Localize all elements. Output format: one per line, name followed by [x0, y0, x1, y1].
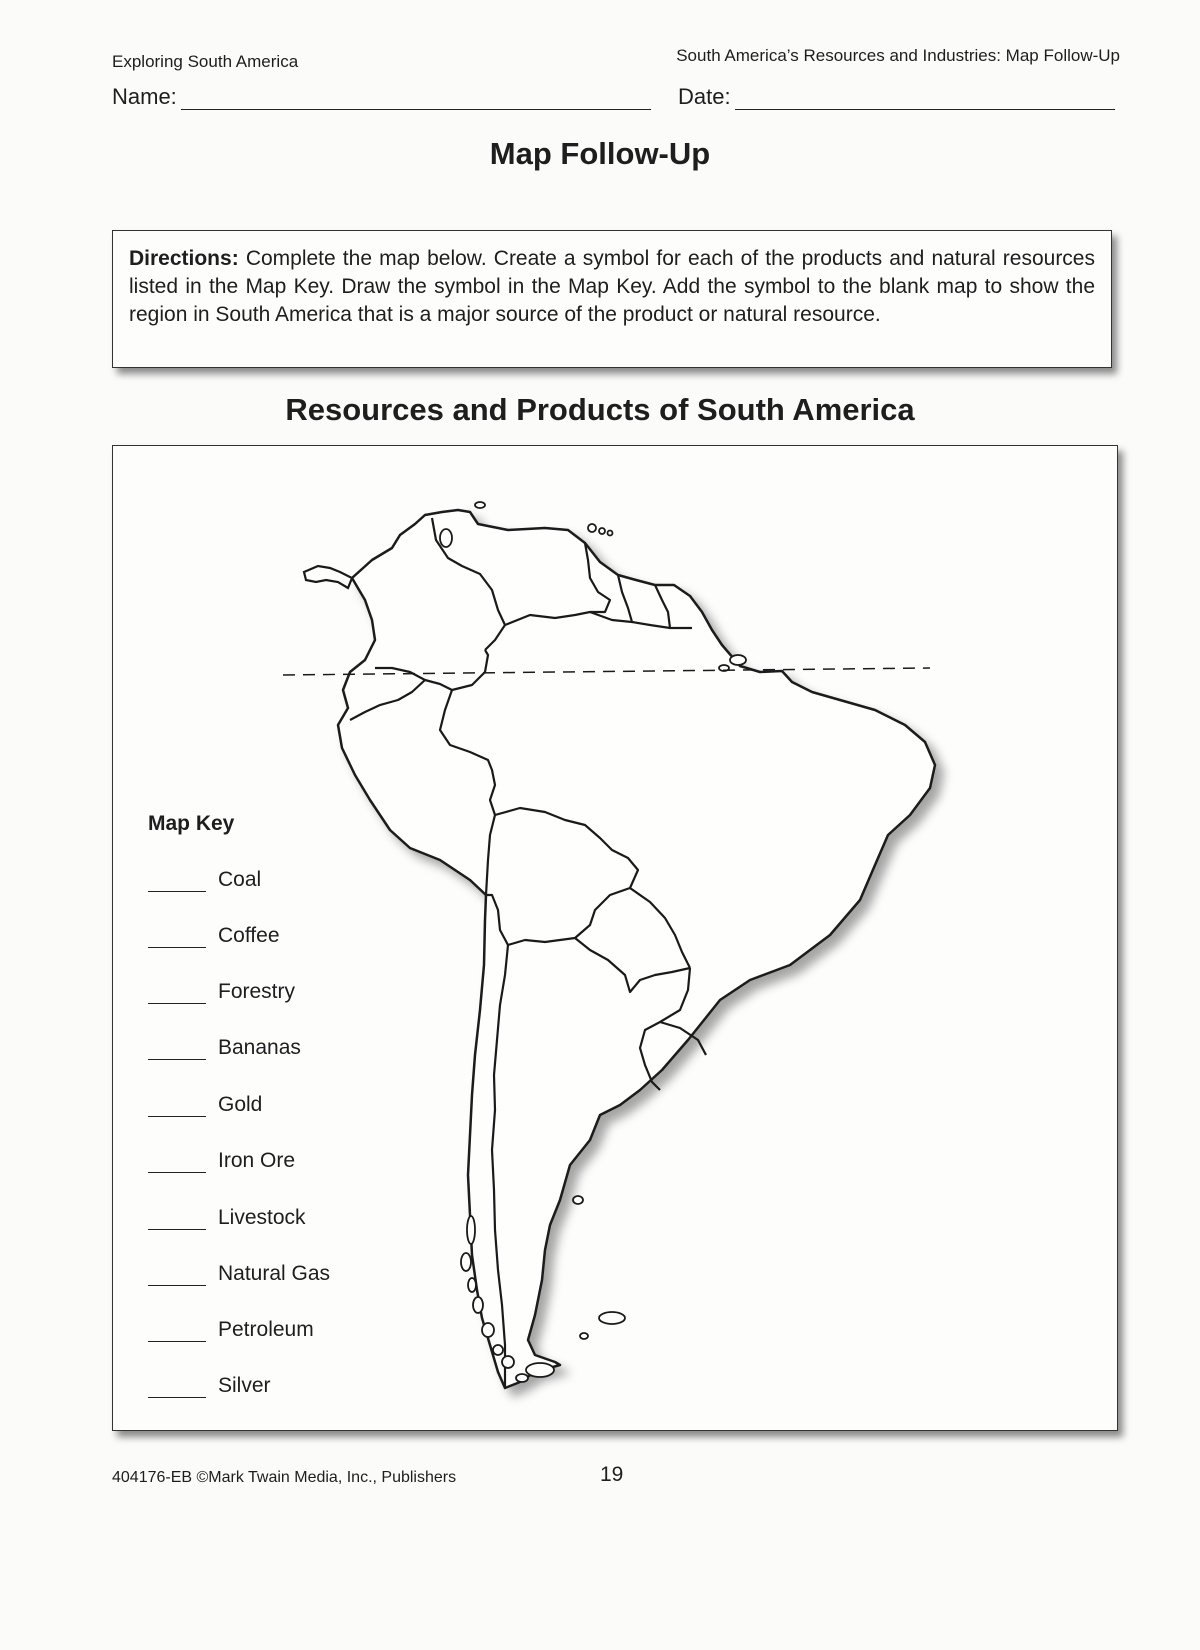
- map-key-item: [148, 1318, 314, 1342]
- directions-label: Directions:: [129, 247, 239, 270]
- lesson-title: South America’s Resources and Industries: Map Follow-Up: [676, 46, 1120, 65]
- key-item-label: Forestry: [218, 980, 296, 1003]
- publisher-credit: 404176-EB ©Mark Twain Media, Inc., Publishers: [112, 1469, 457, 1486]
- key-symbol-blank[interactable]: [148, 1327, 206, 1342]
- map-key-item: [148, 868, 261, 892]
- page-title: Map Follow-Up: [489, 136, 711, 171]
- page-number: 19: [600, 1463, 624, 1486]
- map-key-item: [148, 1206, 306, 1230]
- key-symbol-blank[interactable]: [148, 1271, 206, 1286]
- key-symbol-blank[interactable]: [148, 1045, 206, 1060]
- map-key-item: [148, 1262, 330, 1286]
- directions-text: Complete the map below. Create a symbol for each of the products and natural resources listed in the Map Key. Draw the symbol in the Map Key. Add the symbol to the blank map to show the region in South America that is a major source of the product or natural resource.: [129, 247, 1095, 326]
- key-item-label: Iron Ore: [218, 1149, 296, 1172]
- panama-isthmus: [304, 566, 352, 588]
- name-label: Name:: [112, 84, 177, 109]
- map-key-item: [148, 1093, 262, 1117]
- map-key-item: [148, 1149, 295, 1173]
- unit-title: Exploring South America: [112, 52, 299, 71]
- key-item-label: Bananas: [218, 1036, 301, 1059]
- key-symbol-blank[interactable]: [148, 1215, 206, 1230]
- continent-outline: [338, 510, 935, 1388]
- key-item-label: Gold: [218, 1093, 263, 1116]
- key-symbol-blank[interactable]: [148, 1158, 206, 1173]
- key-symbol-blank[interactable]: [148, 933, 206, 948]
- key-item-label: Natural Gas: [218, 1262, 331, 1285]
- map-key-item: [148, 1374, 271, 1398]
- key-symbol-blank[interactable]: [148, 1102, 206, 1117]
- key-symbol-blank[interactable]: [148, 877, 206, 892]
- map-title: Resources and Products of South America: [285, 392, 915, 427]
- date-label: Date:: [678, 84, 731, 109]
- key-item-label: Silver: [218, 1374, 271, 1397]
- key-item-label: Coffee: [218, 924, 280, 947]
- map-key-item: [148, 980, 295, 1004]
- key-item-label: Coal: [218, 868, 262, 891]
- map-key-item: [148, 1036, 301, 1060]
- key-symbol-blank[interactable]: [148, 1383, 206, 1398]
- map-key-title: Map Key: [148, 812, 235, 835]
- key-item-label: Livestock: [218, 1206, 306, 1229]
- key-symbol-blank[interactable]: [148, 989, 206, 1004]
- key-item-label: Petroleum: [218, 1318, 314, 1341]
- map-key-item: [148, 924, 280, 948]
